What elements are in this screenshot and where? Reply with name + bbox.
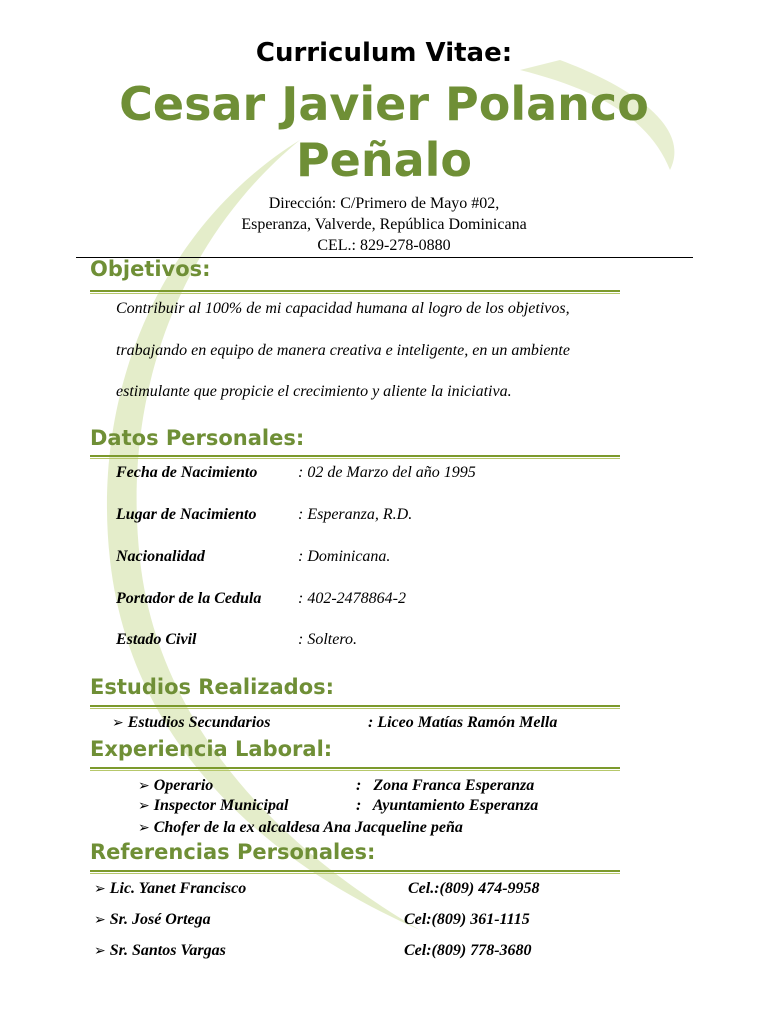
datos-value: : Soltero. xyxy=(298,631,357,648)
datos-label: Portador de la Cedula xyxy=(116,590,262,607)
experiencia-item xyxy=(138,819,463,837)
datos-label: Fecha de Nacimiento xyxy=(116,464,258,481)
arrow-bullet-icon: ➢ xyxy=(138,820,150,836)
candidate-name-line-2: Peñalo xyxy=(295,133,473,187)
arrow-bullet-icon: ➢ xyxy=(94,881,106,897)
datos-value: : 402-2478864-2 xyxy=(298,590,406,607)
datos-label: Lugar de Nacimiento xyxy=(116,506,257,523)
experiencia-value: : Ayuntamiento Esperanza xyxy=(356,797,539,814)
arrow-bullet-icon: ➢ xyxy=(94,943,106,959)
objetivos-line-3: estimulante que propicie el crecimiento y aliente la iniciativa. xyxy=(116,383,512,400)
estudios-item xyxy=(112,714,270,732)
referencia-item xyxy=(94,911,211,929)
section-title-datos-personales: Datos Personales: xyxy=(90,426,305,450)
datos-label: Estado Civil xyxy=(116,631,197,648)
section-rule xyxy=(90,767,620,771)
contact-block xyxy=(0,193,768,256)
section-rule xyxy=(90,705,620,709)
datos-label: Nacionalidad xyxy=(116,548,205,565)
referencia-name: Sr. Santos Vargas xyxy=(109,942,226,959)
experiencia-label: Chofer de la ex alcaldesa Ana Jacqueline peña xyxy=(153,819,463,836)
referencia-phone: Cel.:(809) 474-9958 xyxy=(408,880,540,897)
section-rule xyxy=(90,290,620,294)
referencia-item xyxy=(94,942,226,960)
address-line-2: Esperanza, Valverde, República Dominicana xyxy=(241,216,527,233)
section-rule xyxy=(90,870,620,874)
experiencia-label: Operario xyxy=(153,777,214,794)
estudios-value: : Liceo Matías Ramón Mella xyxy=(368,714,558,731)
estudios-label: Estudios Secundarios xyxy=(127,714,271,731)
address-line-1: Dirección: C/Primero de Mayo #02, xyxy=(268,195,500,212)
experiencia-item xyxy=(138,777,213,795)
arrow-bullet-icon: ➢ xyxy=(94,912,106,928)
arrow-bullet-icon: ➢ xyxy=(138,798,150,814)
referencia-name: Sr. José Ortega xyxy=(109,911,211,928)
arrow-bullet-icon: ➢ xyxy=(138,778,150,794)
referencia-phone: Cel:(809) 361-1115 xyxy=(404,911,530,928)
section-title-experiencia: Experiencia Laboral: xyxy=(90,737,333,761)
section-title-referencias: Referencias Personales: xyxy=(90,840,376,864)
document-title: Curriculum Vitae: xyxy=(255,38,513,68)
objetivos-line-2: trabajando en equipo de manera creativa e inteligente, en un ambiente xyxy=(116,342,570,359)
datos-value: : Esperanza, R.D. xyxy=(298,506,413,523)
referencia-item xyxy=(94,880,246,898)
experiencia-item xyxy=(138,797,288,815)
candidate-name xyxy=(0,76,768,188)
referencia-phone: Cel:(809) 778-3680 xyxy=(404,942,532,959)
objetivos-line-1: Contribuir al 100% de mi capacidad humana al logro de los objetivos, xyxy=(116,300,570,317)
experiencia-label: Inspector Municipal xyxy=(153,797,289,814)
datos-value: : Dominicana. xyxy=(298,548,391,565)
referencia-name: Lic. Yanet Francisco xyxy=(109,880,247,897)
datos-value: : 02 de Marzo del año 1995 xyxy=(298,464,476,481)
section-title-objetivos: Objetivos: xyxy=(90,257,211,281)
arrow-bullet-icon: ➢ xyxy=(112,715,124,731)
experiencia-value: : Zona Franca Esperanza xyxy=(356,777,535,794)
candidate-name-line-1: Cesar Javier Polanco xyxy=(119,77,649,131)
section-rule xyxy=(90,455,620,459)
section-title-estudios: Estudios Realizados: xyxy=(90,675,335,699)
phone-line: CEL.: 829-278-0880 xyxy=(317,237,451,254)
